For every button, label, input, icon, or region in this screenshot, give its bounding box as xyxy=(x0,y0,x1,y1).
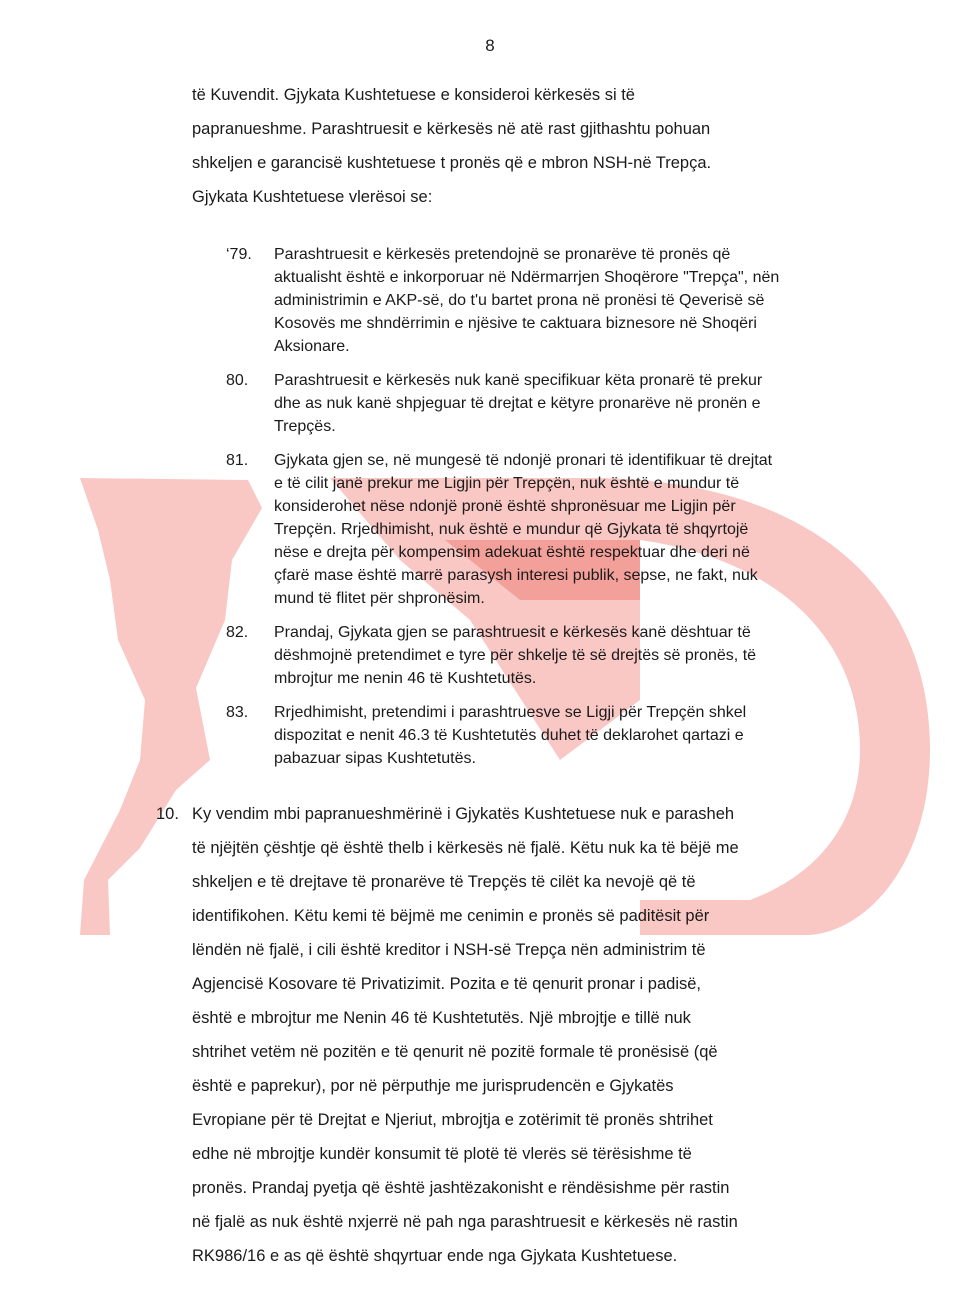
quoted-paragraph-number: 83. xyxy=(226,704,249,721)
quoted-paragraph-number: 81. xyxy=(226,452,249,469)
quoted-paragraph-text xyxy=(274,621,826,690)
quoted-paragraph-number: ‘79. xyxy=(226,246,252,263)
text-line: e të cilit janë prekur me Ligjin për Trepçën, nuk është e mundur të xyxy=(274,475,740,492)
text-line: dëshmojnë pretendimet e tyre për shkelje të së drejtës së pronës, të xyxy=(274,647,757,664)
text-line: Parashtruesit e kërkesës nuk kanë specifikuar këta pronarë të prekur xyxy=(274,372,763,389)
paragraph-line: RK986/16 e as që është shqyrtuar ende nga Gjykata Kushtetuese. xyxy=(192,1247,678,1265)
paragraph-line: lëndën në fjalë, i cili është kreditor i NSH-së Trepça nën administrim të xyxy=(192,941,706,959)
paragraph-line: edhe në mbrojtje kundër konsumit të plotë të vlerës së tërësishme të xyxy=(192,1145,692,1163)
paragraph-line: shkeljen e të drejtave të pronarëve të Trepçës të cilët ka nevojë që të xyxy=(192,873,696,891)
quoted-paragraph-text xyxy=(274,243,826,358)
quoted-paragraph-text xyxy=(274,701,826,770)
text-line: Rrjedhimisht, pretendimi i parashtruesve se Ligji për Trepçën shkel xyxy=(274,704,747,721)
text-line: dispozitat e nenit 46.3 të Kushtetutës duhet të deklarohet qartazi e xyxy=(274,727,744,744)
text-line: pabazuar sipas Kushtetutës. xyxy=(274,750,476,767)
paragraph-line: identifikohen. Këtu kemi të bëjmë me cenimin e pronës së paditësit për xyxy=(192,907,710,925)
intro-line: papranueshme. Parashtruesit e kërkesës në atë rast gjithashtu pohuan xyxy=(192,120,711,138)
paragraph-number: 10. xyxy=(156,805,179,823)
text-line: nëse e drejta për kompensim adekuat është respektuar dhe deri në xyxy=(274,544,750,561)
paragraph-line: shtrihet vetëm në pozitën e të qenurit në pozitë formale të pronësisë (që xyxy=(192,1043,718,1061)
text-line: Gjykata gjen se, në mungesë të ndonjë pronari të identifikuar të drejtat xyxy=(274,452,773,469)
quoted-paragraph-79 xyxy=(226,243,826,358)
quoted-paragraph-81 xyxy=(226,449,826,610)
text-line: Aksionare. xyxy=(274,338,350,355)
paragraph-line: Ky vendim mbi papranueshmërinë i Gjykatës Kushtetuese nuk e parasheh xyxy=(192,805,735,823)
text-line: aktualisht është e inkorporuar në Ndërmarrjen Shoqërore "Trepça", nën xyxy=(274,269,780,286)
paragraph-line: pronës. Prandaj pyetja që është jashtëzakonisht e rëndësishme për rastin xyxy=(192,1179,730,1197)
text-line: Trepçën. Rrjedhimisht, nuk është e mundur që Gjykata të shqyrtojë xyxy=(274,521,749,538)
quoted-paragraph-text xyxy=(274,449,826,610)
intro-line: të Kuvendit. Gjykata Kushtetuese e konsideroi kërkesës si të xyxy=(192,86,635,104)
paragraph-line: Agjencisë Kosovare të Privatizimit. Pozita e të qenurit pronar i padisë, xyxy=(192,975,702,993)
quoted-paragraph-number: 80. xyxy=(226,372,249,389)
text-line: administrimin e AKP-së, do t'u bartet prona në pronësi të Qeverisë së xyxy=(274,292,765,309)
text-line: mbrojtur me nenin 46 të Kushtetutës. xyxy=(274,670,537,687)
page-number: 8 xyxy=(485,36,495,55)
text-line: Kosovës me shndërrimin e njësive te caktuara biznesore në Shoqëri xyxy=(274,315,757,332)
paragraph-line: është e paprekur), por në përputhje me jurisprudencën e Gjykatës xyxy=(192,1077,674,1095)
paragraph-line: është e mbrojtur me Nenin 46 të Kushtetutës. Një mbrojtje e tillë nuk xyxy=(192,1009,691,1027)
paragraph-line: Evropiane për të Drejtat e Njeriut, mbrojtja e zotërimit të pronës shtrihet xyxy=(192,1111,713,1129)
text-line: çfarë mase është marrë parasysh interesi publik, sepse, ne fakt, nuk xyxy=(274,567,758,584)
text-line: dhe as nuk kanë shpjeguar të drejtat e këtyre pronarëve në pronën e xyxy=(274,395,761,412)
quoted-paragraph-82 xyxy=(226,621,826,690)
intro-line: Gjykata Kushtetuese vlerësoi se: xyxy=(192,188,433,206)
quoted-paragraph-83 xyxy=(226,701,826,770)
quoted-decision-block xyxy=(226,243,826,781)
quoted-paragraph-number: 82. xyxy=(226,624,249,641)
paragraph-line: në fjalë as nuk është nxjerrë në pah nga parashtruesit e kërkesës në rastin xyxy=(192,1213,738,1231)
quoted-paragraph-80 xyxy=(226,369,826,438)
text-line: Parashtruesit e kërkesës pretendojnë se pronarëve të pronës që xyxy=(274,246,731,263)
intro-line: shkeljen e garancisë kushtetuese t pronës që e mbron NSH-në Trepça. xyxy=(192,154,712,172)
quoted-paragraph-text xyxy=(274,369,826,438)
paragraph-line: të njëjtën çështje që është thelb i kërkesës në fjalë. Këtu nuk ka të bëjë me xyxy=(192,839,739,857)
text-line: konsiderohet nëse ndonjë pronë është shpronësuar me Ligjin për xyxy=(274,498,736,515)
text-line: mund të flitet për shpronësim. xyxy=(274,590,485,607)
text-line: Prandaj, Gjykata gjen se parashtruesit e kërkesës kanë dështuar të xyxy=(274,624,751,641)
text-line: Trepçës. xyxy=(274,418,336,435)
